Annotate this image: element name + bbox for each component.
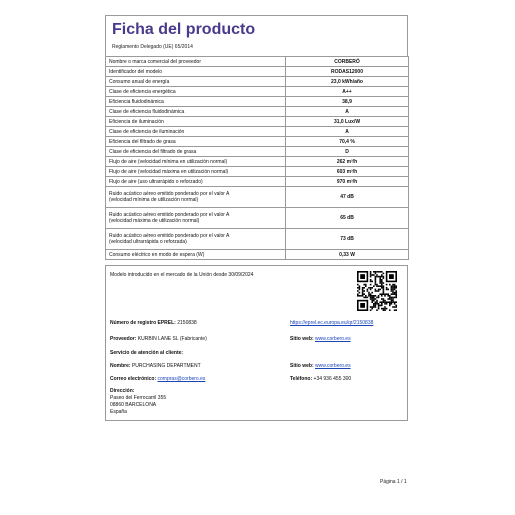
table-row bbox=[106, 250, 409, 260]
spec-value: 970 m³/h bbox=[286, 177, 409, 187]
spec-label bbox=[106, 97, 286, 107]
regulation-text: Reglamento Delegado (UE) 65/2014 bbox=[112, 44, 193, 50]
spec-label-line: Flujo de aire (uso ultrarrápido o reforzado) bbox=[109, 178, 203, 185]
eprel-link[interactable]: https://eprel.ec.europa.eu/qr/2150838 bbox=[290, 320, 374, 326]
qr-code-icon[interactable] bbox=[357, 271, 397, 311]
table-row bbox=[106, 87, 409, 97]
page-number: Página 1 / 1 bbox=[380, 479, 407, 485]
spec-label-line: Clase de eficiencia de iluminación bbox=[109, 128, 185, 135]
phone-value: +34 936 455 300 bbox=[313, 376, 352, 382]
table-row bbox=[106, 77, 409, 87]
spec-label-line: Ruido acústico aéreo emitido ponderado por el valor A bbox=[109, 191, 230, 197]
spec-label-line: Flujo de aire (velocidad máxima en utilización normal) bbox=[109, 168, 229, 175]
spec-label-line: Clase de eficiencia energética bbox=[109, 88, 176, 95]
eprel-label: Número de registro EPREL: bbox=[110, 320, 176, 326]
info-box bbox=[105, 265, 408, 421]
spec-label bbox=[106, 229, 286, 250]
spec-label-line: (velocidad mínima de utilización normal) bbox=[109, 197, 199, 203]
page-title: Ficha del producto bbox=[112, 21, 256, 38]
table-row bbox=[106, 97, 409, 107]
spec-label-line: Ruido acústico aéreo emitido ponderado por el valor A bbox=[109, 212, 230, 218]
table-row bbox=[106, 137, 409, 147]
spec-label bbox=[106, 127, 286, 137]
spec-value: 73 dB bbox=[286, 229, 409, 250]
spec-label-line: Eficiencia del filtrado de grasa bbox=[109, 138, 176, 145]
table-row bbox=[106, 208, 409, 229]
spec-label-line: Eficiencia fluidodinámica bbox=[109, 98, 164, 105]
spec-value: 23,0 kWh/año bbox=[286, 77, 409, 87]
spec-label bbox=[106, 117, 286, 127]
spec-label-line: Flujo de aire (velocidad mínima en utilización normal) bbox=[109, 158, 228, 165]
spec-label-line: Consumo anual de energía bbox=[109, 78, 170, 85]
spec-label-line: Clase de eficiencia fluidodinámica bbox=[109, 108, 185, 115]
spec-label-line: (velocidad máxima de utilización normal) bbox=[109, 218, 200, 224]
table-row bbox=[106, 127, 409, 137]
address-label: Dirección: bbox=[110, 388, 135, 394]
spec-value: 262 m³/h bbox=[286, 157, 409, 167]
spec-value: A bbox=[286, 127, 409, 137]
spec-label bbox=[106, 87, 286, 97]
table-row bbox=[106, 117, 409, 127]
spec-value: 38,9 bbox=[286, 97, 409, 107]
table-row bbox=[106, 107, 409, 117]
spec-value: 47 dB bbox=[286, 187, 409, 208]
spec-label-line: Eficiencia de iluminación bbox=[109, 118, 164, 125]
table-row bbox=[106, 187, 409, 208]
spec-label-line: Identificador del modelo bbox=[109, 68, 163, 75]
service-website-label: Sitio web: bbox=[290, 363, 314, 369]
spec-value: D bbox=[286, 147, 409, 157]
table-row bbox=[106, 177, 409, 187]
phone-label: Teléfono: bbox=[290, 376, 313, 382]
spec-label bbox=[106, 177, 286, 187]
spec-label-line: Clase de eficiencia del filtrado de grasa bbox=[109, 148, 197, 155]
contact-name-value: PURCHASING DEPARTMENT bbox=[131, 363, 201, 369]
supplier-value: KURBIN LANE SL (Fabricante) bbox=[137, 336, 207, 342]
spec-label bbox=[106, 67, 286, 77]
spec-label-line: Nombre o marca comercial del proveedor bbox=[109, 58, 201, 65]
email-link[interactable]: compras@corbero.es bbox=[157, 376, 206, 382]
spec-value: A++ bbox=[286, 87, 409, 97]
spec-value: RODAS12000 bbox=[286, 67, 409, 77]
address-line-1: Paseo del Ferrocarril 355 bbox=[110, 395, 167, 401]
eprel-value: 2150838 bbox=[177, 320, 197, 326]
spec-value: CORBERÓ bbox=[286, 57, 409, 67]
spec-label bbox=[106, 107, 286, 117]
supplier-label: Proveedor: bbox=[110, 336, 137, 342]
spec-label-line: Ruido acústico aéreo emitido ponderado por el valor A bbox=[109, 233, 230, 239]
spec-label bbox=[106, 157, 286, 167]
spec-label bbox=[106, 137, 286, 147]
service-heading: Servicio de atención al cliente: bbox=[110, 350, 184, 356]
spec-value: 603 m³/h bbox=[286, 167, 409, 177]
spec-value: 70,4 % bbox=[286, 137, 409, 147]
spec-label bbox=[106, 250, 286, 260]
spec-value: 65 dB bbox=[286, 208, 409, 229]
website-link[interactable]: www.corbero.es bbox=[315, 336, 351, 342]
table-row bbox=[106, 67, 409, 77]
address-line-2: 08860 BARCELONA bbox=[110, 402, 157, 408]
spec-value: 31,0 Lux/W bbox=[286, 117, 409, 127]
spec-label bbox=[106, 77, 286, 87]
spec-table bbox=[105, 56, 409, 260]
spec-value: A bbox=[286, 107, 409, 117]
spec-label bbox=[106, 187, 286, 208]
table-row bbox=[106, 157, 409, 167]
address-line-3: España bbox=[110, 409, 127, 415]
market-intro-text: Modelo introducido en el mercado de la Unión desde 30/09/2024 bbox=[110, 272, 254, 278]
table-row bbox=[106, 57, 409, 67]
product-sheet bbox=[105, 15, 408, 260]
contact-name-label: Nombre: bbox=[110, 363, 131, 369]
spec-label bbox=[106, 167, 286, 177]
sheet-header bbox=[105, 15, 408, 56]
website-label: Sitio web: bbox=[290, 336, 314, 342]
spec-value: 0,33 W bbox=[286, 250, 409, 260]
table-row bbox=[106, 147, 409, 157]
spec-label bbox=[106, 208, 286, 229]
table-row bbox=[106, 167, 409, 177]
spec-label-line: Consumo eléctrico en modo de espera (W) bbox=[109, 251, 205, 258]
service-website-link[interactable]: www.corbero.es bbox=[315, 363, 351, 369]
table-row bbox=[106, 229, 409, 250]
spec-label bbox=[106, 147, 286, 157]
email-label: Correo electrónico: bbox=[110, 376, 157, 382]
spec-label-line: (velocidad ultrarrápida o reforzada) bbox=[109, 239, 187, 245]
spec-label bbox=[106, 57, 286, 67]
